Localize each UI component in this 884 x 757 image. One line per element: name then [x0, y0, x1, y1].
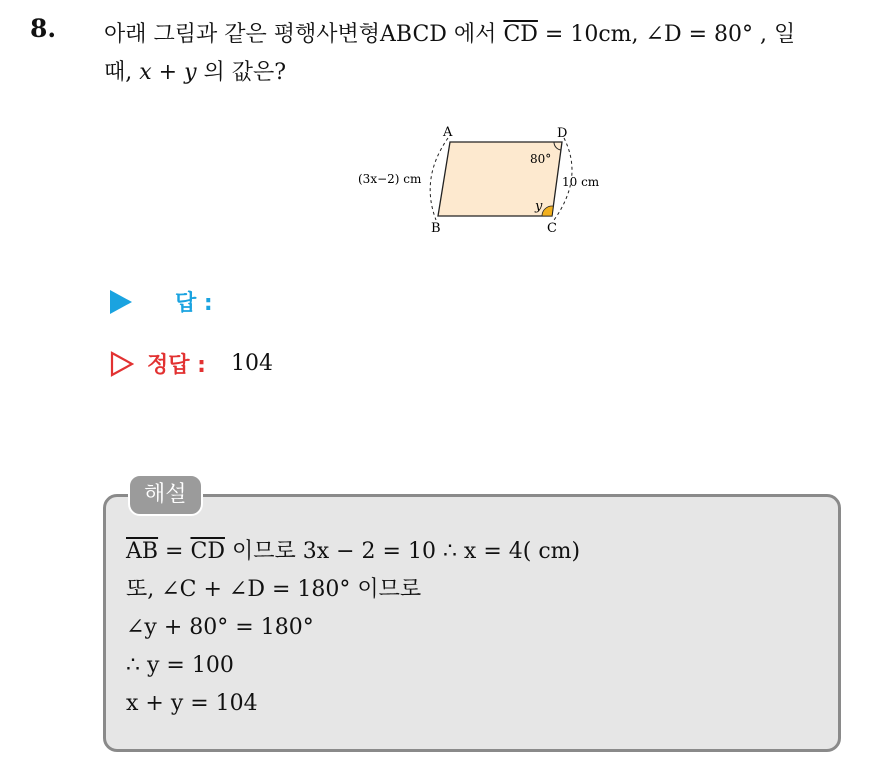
segment-cd: $\overline{CD}$	[190, 539, 225, 564]
play-outline-icon	[110, 351, 134, 377]
angle-label-d: 80°	[530, 152, 552, 166]
vertex-label-b: B	[431, 221, 441, 236]
correct-answer-row	[110, 348, 273, 379]
segment-ab: $\overline{AB}$	[126, 539, 159, 564]
question-text	[104, 16, 874, 92]
solution-tag: 해설	[128, 474, 203, 516]
correct-answer-label: 정답 :	[147, 353, 206, 378]
question-line-2	[104, 54, 874, 92]
question-text-part: = 10cm, ∠D = 80° , 일	[537, 22, 796, 47]
solution-line-4: ∴ y = 100	[126, 653, 234, 678]
play-icon	[110, 290, 132, 314]
angle-label-y: y	[535, 199, 543, 214]
solution-text-part: 이므로 3x − 2 = 10 ∴ x = 4( cm)	[224, 539, 581, 564]
question-number: 8.	[30, 14, 57, 43]
expression-x-plus-y: x + y	[139, 60, 197, 85]
vertex-label-c: C	[547, 221, 557, 236]
answer-row	[110, 286, 213, 317]
solution-line-3: ∠y + 80° = 180°	[126, 615, 314, 640]
side-label-ab: (3x−2) cm	[358, 172, 422, 186]
segment-cd: $\overline{CD}$	[503, 22, 538, 47]
solution-line-1	[126, 533, 580, 571]
question-text-part: 의 값은?	[196, 60, 287, 85]
solution-text	[126, 533, 580, 723]
vertex-label-a: A	[443, 125, 453, 140]
answer-label: 답 :	[175, 291, 213, 316]
solution-line-2: 또, ∠C + ∠D = 180° 이므로	[126, 577, 422, 602]
correct-answer-value: 104	[230, 351, 273, 376]
parallelogram-figure	[350, 122, 610, 240]
question-line-1	[104, 16, 874, 54]
solution-line-5: x + y = 104	[126, 691, 258, 716]
vertex-label-d: D	[557, 126, 568, 141]
side-label-cd: 10 cm	[562, 175, 600, 189]
question-text-part: 때,	[104, 60, 140, 85]
question-text-part: 아래 그림과 같은 평행사변형ABCD 에서	[104, 22, 504, 47]
solution-text-part: =	[158, 539, 191, 564]
